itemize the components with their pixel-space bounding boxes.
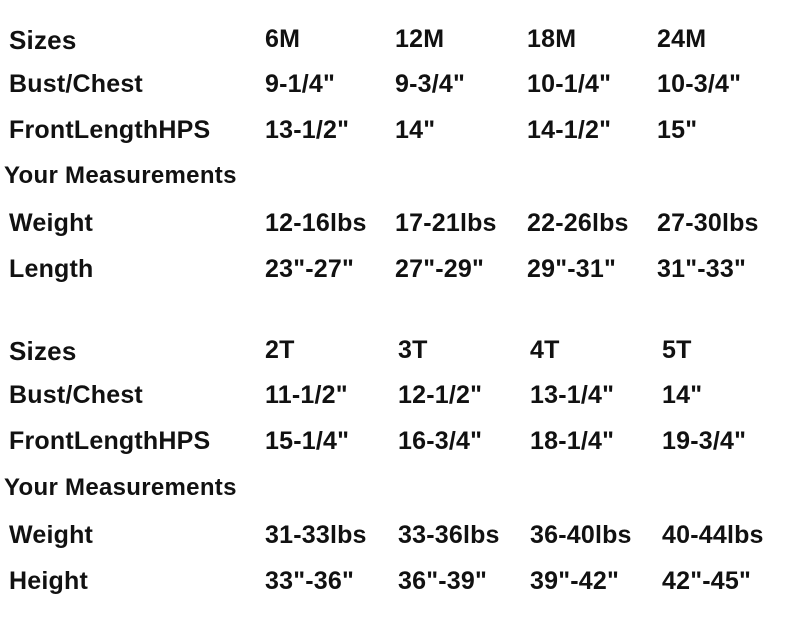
value-cell: 42"-45" <box>662 567 752 595</box>
section-heading: Your Measurements <box>4 474 237 501</box>
value-cell: 36"-39" <box>398 567 488 595</box>
weight-row <box>0 521 794 561</box>
bust-row <box>0 381 794 421</box>
value-cell: 29"-31" <box>527 255 617 283</box>
size-cell: 3T <box>398 336 428 364</box>
row-label: Bust/Chest <box>9 70 143 98</box>
row-label: Weight <box>9 521 94 549</box>
row-label: Sizes <box>9 336 77 366</box>
value-cell: 19-3/4" <box>662 427 747 455</box>
value-cell: 16-3/4" <box>398 427 483 455</box>
value-cell: 10-3/4" <box>657 70 742 98</box>
value-cell: 33"-36" <box>265 567 355 595</box>
value-cell: 15-1/4" <box>265 427 350 455</box>
size-cell: 18M <box>527 25 577 53</box>
value-cell: 22-26lbs <box>527 209 629 237</box>
row-label: Length <box>9 255 94 283</box>
value-cell: 12-16lbs <box>265 209 367 237</box>
row-label: Height <box>9 567 88 595</box>
value-cell: 9-3/4" <box>395 70 466 98</box>
your-measurements-heading <box>0 474 794 514</box>
front-length-row <box>0 116 794 156</box>
size-cell: 5T <box>662 336 692 364</box>
value-cell: 17-21lbs <box>395 209 497 237</box>
value-cell: 15" <box>657 116 698 144</box>
bust-row <box>0 70 794 110</box>
row-label: Bust/Chest <box>9 381 143 409</box>
size-cell: 6M <box>265 25 301 53</box>
value-cell: 33-36lbs <box>398 521 500 549</box>
value-cell: 31"-33" <box>657 255 747 283</box>
value-cell: 23"-27" <box>265 255 355 283</box>
row-label: Sizes <box>9 25 77 55</box>
size-cell: 2T <box>265 336 295 364</box>
size-cell: 24M <box>657 25 707 53</box>
value-cell: 31-33lbs <box>265 521 367 549</box>
value-cell: 12-1/2" <box>398 381 483 409</box>
section-heading: Your Measurements <box>4 162 237 189</box>
value-cell: 10-1/4" <box>527 70 612 98</box>
front-length-row <box>0 427 794 467</box>
value-cell: 18-1/4" <box>530 427 615 455</box>
row-label: FrontLengthHPS <box>9 427 211 455</box>
value-cell: 13-1/2" <box>265 116 350 144</box>
value-cell: 40-44lbs <box>662 521 764 549</box>
value-cell: 11-1/2" <box>265 381 348 409</box>
value-cell: 39"-42" <box>530 567 620 595</box>
your-measurements-heading <box>0 162 794 202</box>
row-label: Weight <box>9 209 94 237</box>
value-cell: 14" <box>662 381 703 409</box>
value-cell: 14" <box>395 116 436 144</box>
value-cell: 36-40lbs <box>530 521 632 549</box>
value-cell: 27"-29" <box>395 255 485 283</box>
size-cell: 4T <box>530 336 560 364</box>
row-label: FrontLengthHPS <box>9 116 211 144</box>
length-row <box>0 255 794 295</box>
weight-row <box>0 209 794 249</box>
value-cell: 13-1/4" <box>530 381 615 409</box>
size-cell: 12M <box>395 25 445 53</box>
sizes-row <box>0 25 794 65</box>
sizes-row <box>0 336 794 376</box>
value-cell: 9-1/4" <box>265 70 336 98</box>
value-cell: 14-1/2" <box>527 116 612 144</box>
value-cell: 27-30lbs <box>657 209 759 237</box>
height-row <box>0 567 794 607</box>
